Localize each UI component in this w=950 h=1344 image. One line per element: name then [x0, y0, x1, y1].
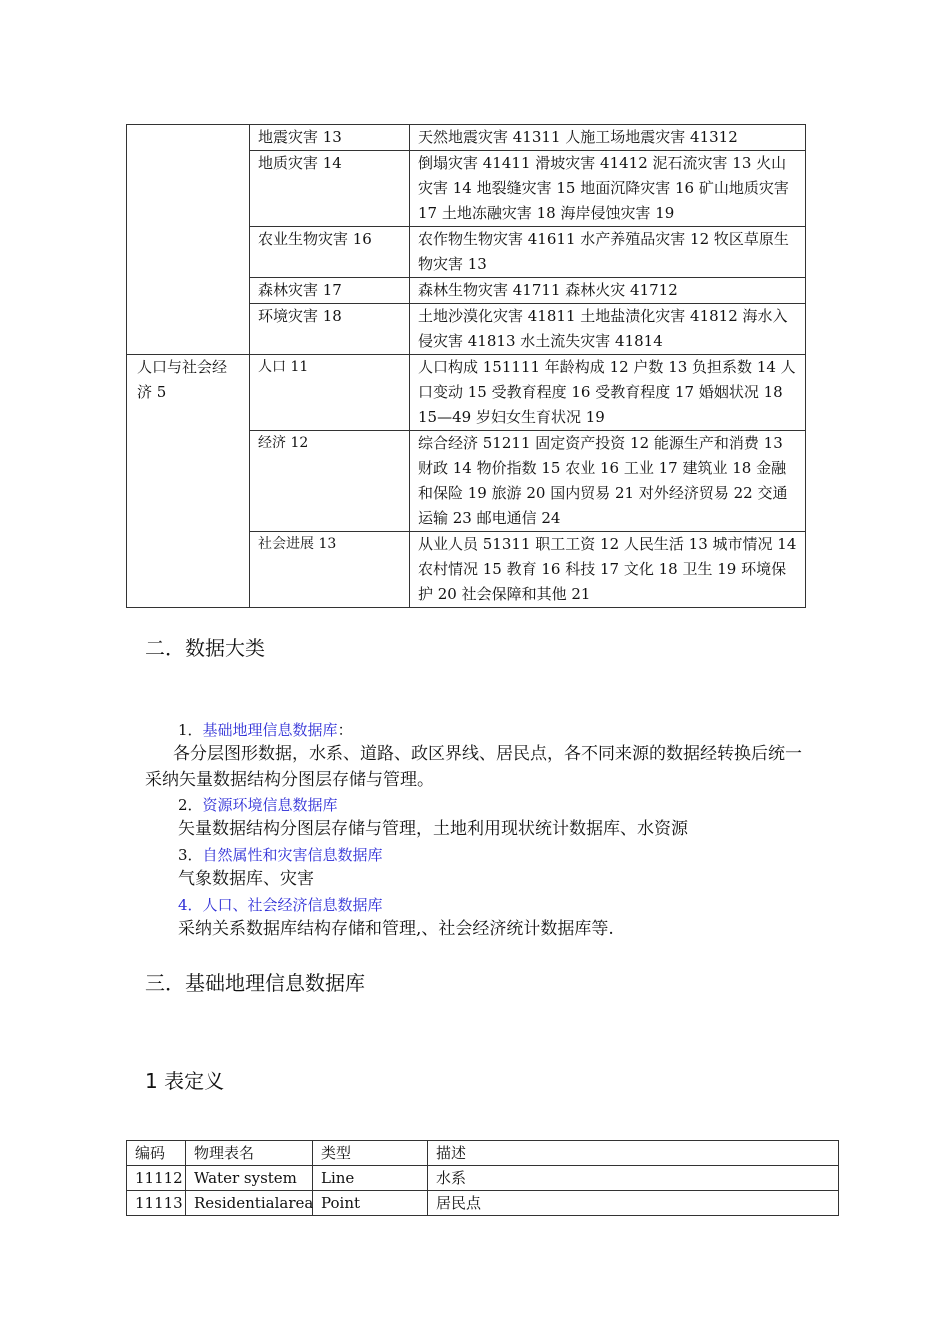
item-number: 3．	[178, 846, 203, 864]
list-item-heading	[178, 894, 383, 915]
item-number: 4．	[178, 896, 203, 914]
list-item-heading	[178, 794, 338, 815]
subsection-heading: 1 表定义	[145, 1069, 225, 1093]
table-name-cell: Water system	[186, 1166, 313, 1191]
subcategory-cell: 森林灾害 17	[250, 278, 410, 304]
subcategory-cell: 社会进展 13	[250, 532, 410, 608]
item-label: 人口、社会经济信息数据库	[202, 896, 383, 914]
description-cell: 水系	[428, 1166, 839, 1191]
description-cell: 从业人员 51311 职工工资 12 人民生活 13 城市情况 14 农村情况 15 教育 16 科技 17 文化 18 卫生 19 环境保护 20 社会保障和其他 21	[410, 532, 806, 608]
item-label: 自然属性和灾害信息数据库	[202, 846, 383, 864]
subcategory-cell: 地震灾害 13	[250, 125, 410, 151]
description-cell: 居民点	[428, 1191, 839, 1216]
table-header-row	[127, 1141, 839, 1166]
description-cell: 土地沙漠化灾害 41811 土地盐渍化灾害 41812 海水入侵灾害 41813 水土流失灾害 41814	[410, 304, 806, 355]
table-row	[127, 125, 806, 151]
item-suffix: ：	[337, 721, 353, 739]
subcategory-cell: 人口 11	[250, 355, 410, 431]
type-cell: Point	[313, 1191, 428, 1216]
item-description: 采纳关系数据库结构存储和管理,、社会经济统计数据库等.	[178, 919, 614, 939]
table-row	[127, 355, 806, 431]
type-cell: Line	[313, 1166, 428, 1191]
column-header: 编码	[127, 1141, 186, 1166]
subcategory-cell: 经济 12	[250, 431, 410, 532]
item-number: 1．	[178, 721, 203, 739]
description-cell: 农作物生物灾害 41611 水产养殖品灾害 12 牧区草原生物灾害 13	[410, 227, 806, 278]
list-item-heading	[178, 719, 353, 740]
table-row	[127, 1191, 839, 1216]
description-cell: 综合经济 51211 固定资产投资 12 能源生产和消费 13 财政 14 物价指数 15 农业 16 工业 17 建筑业 18 金融和保险 19 旅游 20 国内贸易 21 对外经济贸易 22 交通运输 23 邮电通信 24	[410, 431, 806, 532]
code-cell: 11113	[127, 1191, 186, 1216]
section-heading: 二．数据大类	[145, 636, 265, 660]
item-description: 矢量数据结构分图层存储与管理，土地利用现状统计数据库、水资源	[178, 819, 688, 839]
subcategory-cell: 地质灾害 14	[250, 151, 410, 227]
item-description: 各分层图形数据，水系、道路、政区界线、居民点，各不同来源的数据经转换后统一采纳矢量数据结构分图层存储与管理。	[145, 744, 802, 790]
table-name-cell: Residentialarea	[186, 1191, 313, 1216]
group-cell: 人口与社会经济 5	[127, 355, 250, 608]
subcategory-cell: 环境灾害 18	[250, 304, 410, 355]
description-cell: 倒塌灾害 41411 滑坡灾害 41412 泥石流灾害 13 火山灾害 14 地裂缝灾害 15 地面沉降灾害 16 矿山地质灾害 17 土地冻融灾害 18 海岸侵蚀灾害 19	[410, 151, 806, 227]
description-cell: 森林生物灾害 41711 森林火灾 41712	[410, 278, 806, 304]
code-cell: 11112	[127, 1166, 186, 1191]
section-heading: 三．基础地理信息数据库	[145, 971, 365, 995]
column-header: 类型	[313, 1141, 428, 1166]
column-header: 物理表名	[186, 1141, 313, 1166]
table-row	[127, 1166, 839, 1191]
description-cell: 人口构成 151111 年龄构成 12 户数 13 负担系数 14 人口变动 15 受教育程度 16 受教育程度 17 婚姻状况 18 15—49 岁妇女生育状况 19	[410, 355, 806, 431]
group-cell-empty	[127, 125, 250, 355]
item-number: 2．	[178, 796, 203, 814]
definition-table	[126, 1140, 839, 1216]
item-label: 资源环境信息数据库	[202, 796, 338, 814]
list-item-heading	[178, 844, 383, 865]
subcategory-cell: 农业生物灾害 16	[250, 227, 410, 278]
description-cell: 天然地震灾害 41311 人施工场地震灾害 41312	[410, 125, 806, 151]
item-label: 基础地理信息数据库	[202, 721, 338, 739]
item-description: 气象数据库、灾害	[178, 869, 314, 889]
category-table	[126, 124, 806, 608]
column-header: 描述	[428, 1141, 839, 1166]
